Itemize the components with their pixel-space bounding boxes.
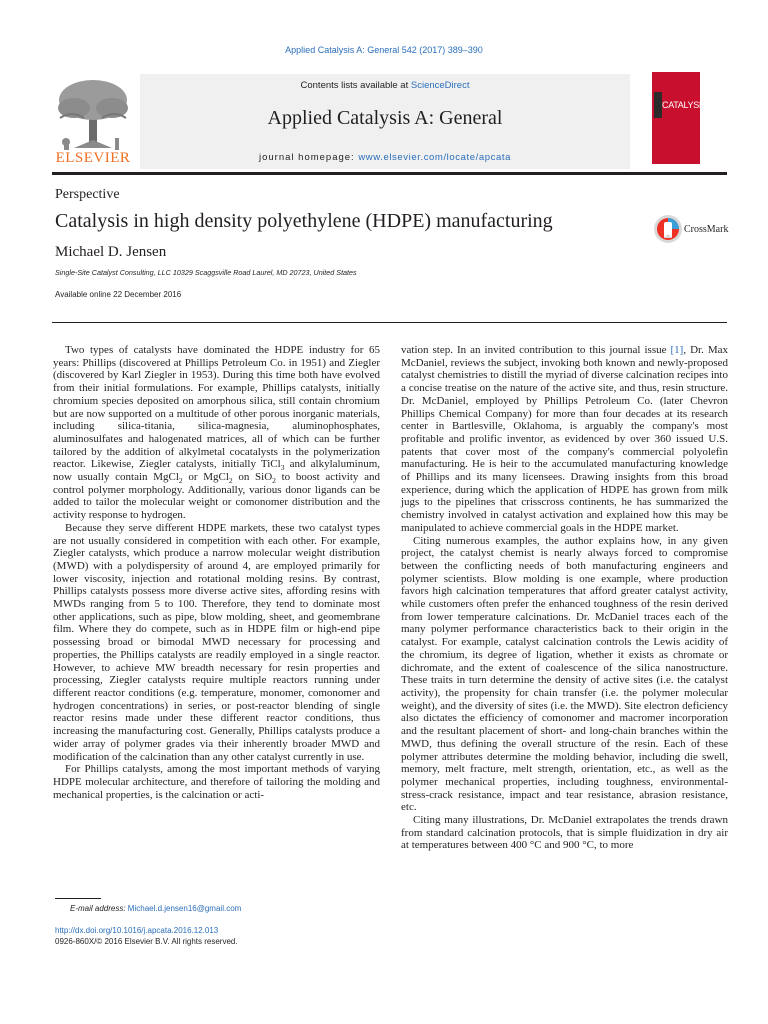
copyright-notice: 0926-860X/© 2016 Elsevier B.V. All rights reserved.	[55, 937, 238, 946]
paragraph: Citing many illustrations, Dr. McDaniel extrapolates the trends drawn from standard calcination protocols, that is simple fluidization in dry air at temperatures between 400 °C and 900 °C, to more	[401, 814, 728, 852]
header-rule	[52, 322, 727, 323]
body-column-right	[401, 344, 728, 852]
paragraph: Citing numerous examples, the author explains how, in any given project, the catalyst chemist is nearly always forced to compromise between the conflicting needs of both manufacturing engineers and polymer scientists. Blow molding is one example, where production favors high calcination temperatures that afford greater catalyst activity, while customers often prefer the enhanced toughness of the resin derived from lower temperature calcinations. Dr. McDaniel traces each of the many polymer performance characteristics back to their origin in the catalyst. For example, catalyst calcination controls the Lewis acidity of the chromium, its degree of ligation, whether it exists as chromate or dichromate, and the extent of coalescence of the silica nanostructure. These traits in turn determine the density of active sites (i.e. the catalyst activity), the propensity for chain transfer (i.e. the polymer molecular weight), and the diversity of sites (i.e. the MWD). Site electron deficiency also dictates the efficiency of comonomer and macromer incorporation and the resultant placement of short- and long-chain branches within the MWD, thus defining the overall structure of the resin. Each of these polymer attributes determine the molding behavior, including die swell, memory, melt fracture, melt strength, orientation, etc., as well as the polymer mechanical properties, including toughness, environmental-stress-crack resistance, impact and tear resistance, abrasion resistance, etc.	[401, 534, 728, 814]
email-link[interactable]: Michael.d.jensen16@gmail.com	[127, 904, 242, 913]
paragraph: For Phillips catalysts, among the most important methods of varying HDPE molecular architecture, and therefore of tailoring the molding and mechanical properties, is the calcination or acti-	[53, 763, 380, 801]
homepage-prefix: journal homepage:	[259, 152, 359, 163]
journal-cover-thumbnail[interactable]	[652, 72, 707, 164]
journal-title: Applied Catalysis A: General	[267, 107, 503, 129]
author-name[interactable]: Michael D. Jensen	[55, 244, 167, 260]
citation-link[interactable]: Applied Catalysis A: General 542 (2017) 389–390	[285, 45, 483, 55]
available-online-date: Available online 22 December 2016	[55, 290, 182, 299]
journal-homepage	[140, 152, 630, 163]
article-title: Catalysis in high density polyethylene (HDPE) manufacturing	[55, 210, 553, 232]
email-label: E-mail address:	[70, 904, 128, 913]
publisher-wordmark[interactable]: ELSEVIER	[55, 150, 131, 166]
author-affiliation: Single-Site Catalyst Consulting, LLC 10329 Scaggsville Road Laurel, MD 20723, United States	[55, 268, 357, 277]
crossmark-icon[interactable]	[653, 214, 683, 244]
masthead-rule	[52, 172, 727, 175]
paragraph: Two types of catalysts have dominated the HDPE industry for 65 years: Phillips (discovered at Phillips Petroleum Co. in 1951) and Ziegler (discovered by Karl Ziegler in 1953). During this time both have evolved from their initial formulations. For example, Phillips catalysts, initially chromium species deposited on amorphous silica, still contain chromium but are now supported on a multitude of other porous inorganic materials, including silica-titania, silica-magnesia, aluminophosphates, aluminosulfates and halogenated matrices, all of which can be further tailored by the addition of alkylmetal cocatalysts in the polymerization reactor. Likewise, Ziegler catalysts, initially TiCl$_3$ and alkylaluminum, now usually contain MgCl$_2$ or MgCl$_2$ on SiO$_2$ to boost activity and control polymer morphology. Additionally, various donor ligands can be added to tailor the molecular weight or comonomer distribution and the activity response to hydrogen.	[53, 344, 380, 522]
crossmark-label[interactable]: CrossMark	[684, 224, 729, 235]
paragraph: Because they serve different HDPE markets, these two catalyst types are not usually considered in competition with each other. For example, Ziegler catalysts, which produce a narrow molecular weight distribution (MWD) with a polydispersity of around 4, are employed primarily for lower viscosity, injection and rotational molding resins. By contrast, Phillips catalysts possess more diverse active sites, affording resins with MWDs ranging from 5 to 100. Therefore, they tend to dominate most other applications, such as pipe, blow molding, sheet, and geomembrane film. Where they do compete, such as in HDPE film or high-end pipe possessing broad or bimodal MWD necessary for processing and properties, the Phillips catalysts are readily employed in a single reactor. However, to achieve MW breadth necessary for resin properties and processing, Ziegler catalysts require multiple reactors running under different reactor conditions (e.g. temperature, monomer, comonomer and hydrogen concentrations) in series, or post-reactor blending of single reactor resins made under these different reactor conditions, thus increasing the manufacturing cost. Generally, Phillips catalysts produce a wider array of polymer grades via their inherently broader MWD and modification of the calcination than any other catalyst currently in use.	[53, 521, 380, 763]
cover-title: CATALYSIS	[662, 100, 707, 110]
article-type: Perspective	[55, 187, 120, 202]
footnote-email	[70, 904, 241, 913]
contents-prefix: Contents lists available at	[300, 80, 411, 91]
footnote-rule	[55, 898, 101, 899]
doi-link[interactable]: http://dx.doi.org/10.1016/j.apcata.2016.12.013	[55, 926, 219, 935]
reference-link[interactable]: [1]	[670, 344, 684, 356]
contents-availability	[140, 80, 630, 91]
homepage-link[interactable]: www.elsevier.com/locate/apcata	[358, 152, 511, 163]
paragraph: vation step. In an invited contribution to this journal issue [1], Dr. Max McDaniel, reviews the subject, invoking both known and newly-proposed catalyst chemistries to distill the myriad of diverse calcination recipes into a concise treatise on the nature of the active site, and thus, resin structure. Dr. McDaniel, employed by Phillips Petroleum Co. (later Chevron Phillips Chemical Company) for more than four decades at its research center in Bartlesville, Oklahoma, is arguably the company's most profitable and prolific inventor, as evidenced by over 360 issued U.S. patents that cover most of the company's commercial polyolefin manufacturing. He is heir to the accumulated manufacturing knowledge of Phillips and its many licensees. Drawing insights from this broad experience, during which the application of HDPE has grown from milk jugs to the pipelines that crisscross continents, he has summarized the chemistry involved in catalyst activation and explained how this may be manipulated to achieve commercial goals in the HDPE market.	[401, 344, 729, 534]
sciencedirect-link[interactable]: ScienceDirect	[410, 80, 470, 91]
cover-stripe	[654, 92, 662, 118]
body-column-left	[53, 344, 380, 801]
journal-citation	[0, 45, 768, 55]
